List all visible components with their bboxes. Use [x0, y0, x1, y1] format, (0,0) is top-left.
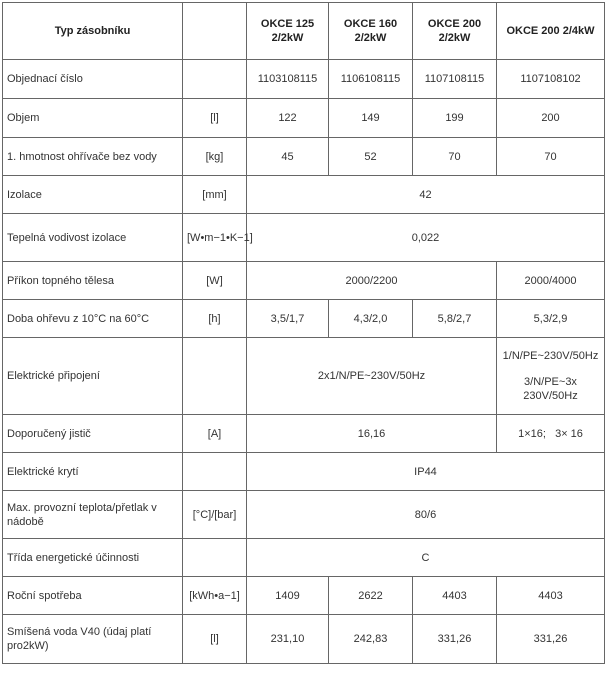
cell-value: 122: [247, 99, 329, 138]
row-unit: [183, 453, 247, 491]
row-label: Smíšená voda V40 (údaj platí pro2kW): [3, 615, 183, 664]
connection-three-phase: 3/N/PE~3x 230V/50Hz: [523, 376, 578, 402]
header-model-4: [497, 3, 605, 60]
cell-value: 242,83: [329, 615, 413, 664]
table-row-heating-time: [3, 300, 605, 338]
table-row-electric-connection: [3, 338, 605, 415]
model-power: 2/2kW: [438, 32, 471, 44]
connection-single-phase: 1/N/PE~230V/50Hz: [502, 350, 599, 362]
cell-value: 1107108102: [497, 60, 605, 99]
row-unit: [kg]: [183, 138, 247, 176]
cell-value: 331,26: [413, 615, 497, 664]
cell-value: 231,10: [247, 615, 329, 664]
cell-value: 2000/2200: [247, 262, 497, 300]
cell-value: 1106108115: [329, 60, 413, 99]
header-model-2: [329, 3, 413, 60]
cell-value: IP44: [247, 453, 605, 491]
cell-value-multi: [497, 338, 605, 415]
header-model-3: [413, 3, 497, 60]
row-label: Izolace: [3, 176, 183, 214]
cell-value: 45: [247, 138, 329, 176]
cell-value: 5,3/2,9: [497, 300, 605, 338]
row-label: Roční spotřeba: [3, 577, 183, 615]
row-label: Doba ohřevu z 10°C na 60°C: [3, 300, 183, 338]
table-row-mixed-water: [3, 615, 605, 664]
row-unit: [A]: [183, 415, 247, 453]
row-unit: [°C]/[bar]: [183, 491, 247, 539]
row-label: Tepelná vodivost izolace: [3, 214, 183, 262]
table-header-row: [3, 3, 605, 60]
cell-value: 1107108115: [413, 60, 497, 99]
cell-value: 4403: [413, 577, 497, 615]
row-label: Elektrické připojení: [3, 338, 183, 415]
row-unit: [183, 539, 247, 577]
row-unit: [l]: [183, 615, 247, 664]
cell-value: 199: [413, 99, 497, 138]
cell-value: 80/6: [247, 491, 605, 539]
row-label: 1. hmotnost ohřívače bez vody: [3, 138, 183, 176]
header-unit: [183, 3, 247, 60]
row-unit: [183, 338, 247, 415]
row-label: Třída energetické účinnosti: [3, 539, 183, 577]
row-unit: [h]: [183, 300, 247, 338]
model-power: 2/2kW: [271, 32, 304, 44]
table-row-energy-class: [3, 539, 605, 577]
cell-value: 70: [413, 138, 497, 176]
table-row-heater-power: [3, 262, 605, 300]
table-row-conductivity: [3, 214, 605, 262]
cell-value: 42: [247, 176, 605, 214]
row-unit: [l]: [183, 99, 247, 138]
cell-value: 200: [497, 99, 605, 138]
row-label: Doporučený jistič: [3, 415, 183, 453]
row-label: Elektrické krytí: [3, 453, 183, 491]
cell-value: 0,022: [247, 214, 605, 262]
table-row-weight: [3, 138, 605, 176]
table-row-order-number: [3, 60, 605, 99]
spec-table: [2, 2, 605, 664]
header-model-1: [247, 3, 329, 60]
row-label: Objem: [3, 99, 183, 138]
row-label: Příkon topného tělesa: [3, 262, 183, 300]
model-name: OKCE 125: [260, 18, 315, 30]
cell-value: 2622: [329, 577, 413, 615]
row-unit: [W•m−1•K−1]: [183, 214, 247, 262]
model-power: 2/2kW: [354, 32, 387, 44]
cell-value: 3,5/1,7: [247, 300, 329, 338]
cell-value: 5,8/2,7: [413, 300, 497, 338]
cell-value: 149: [329, 99, 413, 138]
cell-value: 4,3/2,0: [329, 300, 413, 338]
row-unit: [mm]: [183, 176, 247, 214]
table-row-annual-consumption: [3, 577, 605, 615]
row-label: Max. provozní teplota/přetlak v nádobě: [3, 491, 183, 539]
row-unit: [kWh•a−1]: [183, 577, 247, 615]
row-label: Objednací číslo: [3, 60, 183, 99]
cell-value: 2000/4000: [497, 262, 605, 300]
cell-value: 4403: [497, 577, 605, 615]
cell-value: 16,16: [247, 415, 497, 453]
cell-value: 1103108115: [247, 60, 329, 99]
table-row-insulation: [3, 176, 605, 214]
model-name: OKCE 200: [427, 18, 482, 30]
cell-value: 331,26: [497, 615, 605, 664]
cell-value: C: [247, 539, 605, 577]
table-row-breaker: [3, 415, 605, 453]
cell-value: 70: [497, 138, 605, 176]
cell-value: 2x1/N/PE~230V/50Hz: [247, 338, 497, 415]
table-row-max-temperature: [3, 491, 605, 539]
model-name: OKCE 200 2/4kW: [506, 25, 595, 37]
table-row-protection: [3, 453, 605, 491]
row-unit: [W]: [183, 262, 247, 300]
cell-value: 52: [329, 138, 413, 176]
cell-value: 1409: [247, 577, 329, 615]
cell-value: 1×16; 3× 16: [497, 415, 605, 453]
header-label: Typ zásobníku: [3, 3, 183, 60]
row-unit: [183, 60, 247, 99]
table-row-volume: [3, 99, 605, 138]
model-name: OKCE 160: [343, 18, 398, 30]
